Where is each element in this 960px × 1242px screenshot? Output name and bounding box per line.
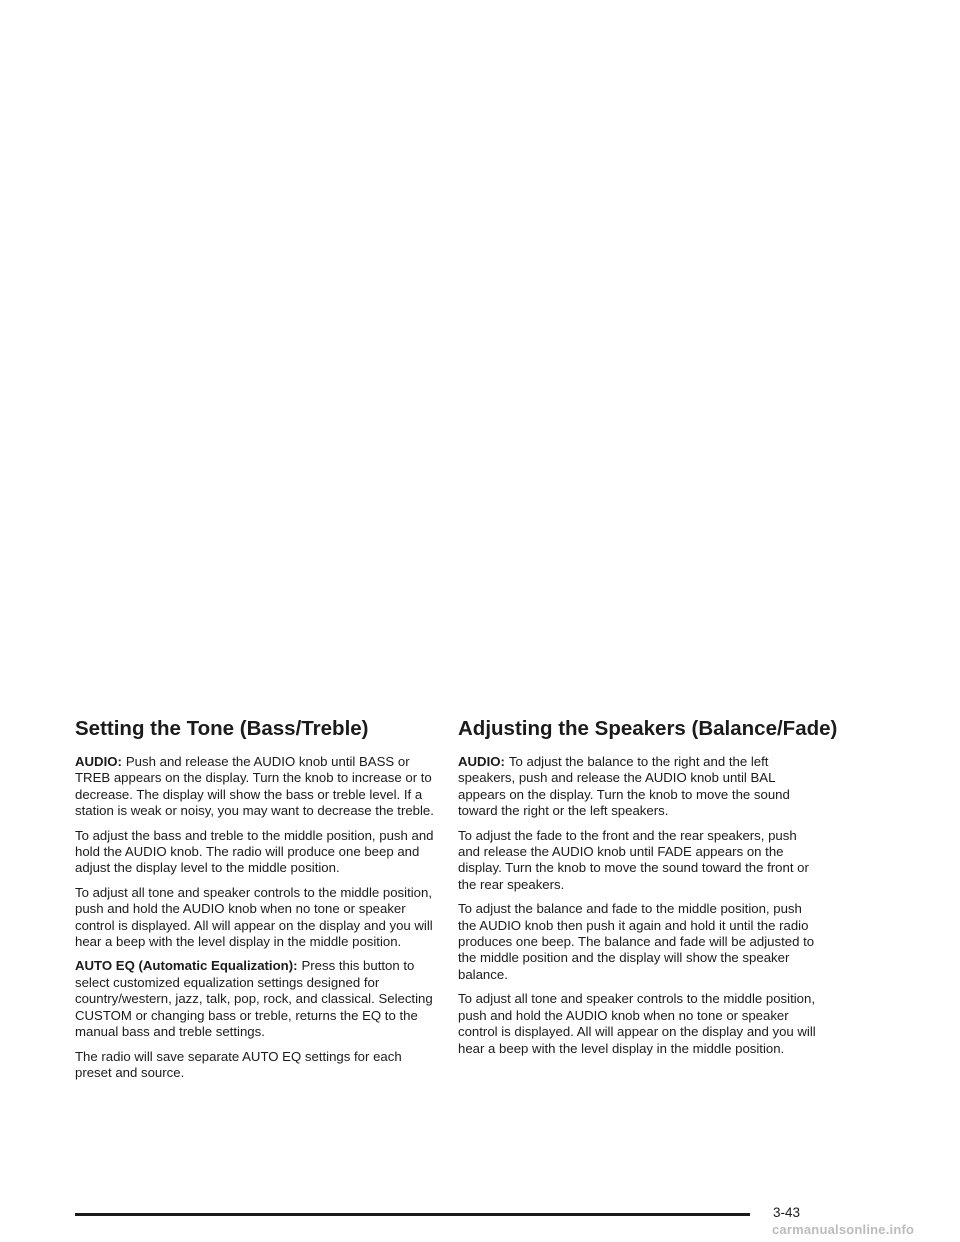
term-audio: AUDIO: (458, 754, 505, 769)
term-auto-eq: AUTO EQ (Automatic Equalization): (75, 958, 298, 974)
right-column (458, 716, 838, 1065)
paragraph-auto-eq (75, 958, 435, 1040)
paragraph-text: Press this button to select customized equalization settings designed for country/western, jazz, talk, pop, rock, and classical. Selecting CUSTOM or changing bass or treble, returns the EQ to the manual bass and treble settings. (75, 958, 433, 1040)
paragraph-text: Push and release the AUDIO knob until BASS or TREB appears on the display. Turn the knob to increase or to decrease. The display will show the bass or treble level. If a station is weak or noisy, you may want to decrease the treble. (75, 754, 434, 819)
paragraph-fade: To adjust the fade to the front and the rear speakers, push and release the AUDIO knob until FADE appears on the display. Turn the knob to move the sound toward the front or the rear speakers. (458, 827, 809, 892)
page-number: 3-43 (773, 1205, 801, 1220)
section-heading-speakers: Adjusting the Speakers (Balance/Fade) (458, 717, 838, 740)
paragraph-all-controls-middle: To adjust all tone and speaker controls to the middle position, push and hold the AUDIO knob when no tone or speaker control is displayed. All will appear on the display and you will hear a beep with the level display in the middle position. (458, 991, 816, 1056)
paragraph-all-controls-middle: To adjust all tone and speaker controls to the middle position, push and hold the AUDIO knob when no tone or speaker control is displayed. All will appear on the display and you will hear a beep with the level display in the middle position. (75, 884, 433, 950)
term-audio: AUDIO: (75, 754, 122, 769)
paragraph-bass-treble-middle: To adjust the bass and treble to the middle position, push and hold the AUDIO knob. The radio will produce one beep and adjust the display level to the middle position. (75, 827, 434, 876)
watermark: carmanualsonline.info (772, 1222, 915, 1237)
paragraph-audio-tone (75, 754, 435, 820)
paragraph-balance-fade-middle: To adjust the balance and fade to the middle position, push the AUDIO knob then push it again and hold it until the radio produces one beep. The balance and fade will be adjusted to the middle position and the display will show the speaker balance. (458, 901, 815, 982)
section-heading-tone: Setting the Tone (Bass/Treble) (75, 717, 369, 740)
footer-rule (75, 1213, 750, 1216)
paragraph-text: To adjust the balance to the right and the left speakers, push and release the AUDIO knob until BAL appears on the display. Turn the knob to move the sound toward the right or the left speakers. (458, 754, 790, 819)
paragraph-auto-eq-presets: The radio will save separate AUTO EQ settings for each preset and source. (75, 1048, 402, 1080)
left-column (75, 716, 435, 1089)
paragraph-audio-balance (458, 754, 820, 820)
